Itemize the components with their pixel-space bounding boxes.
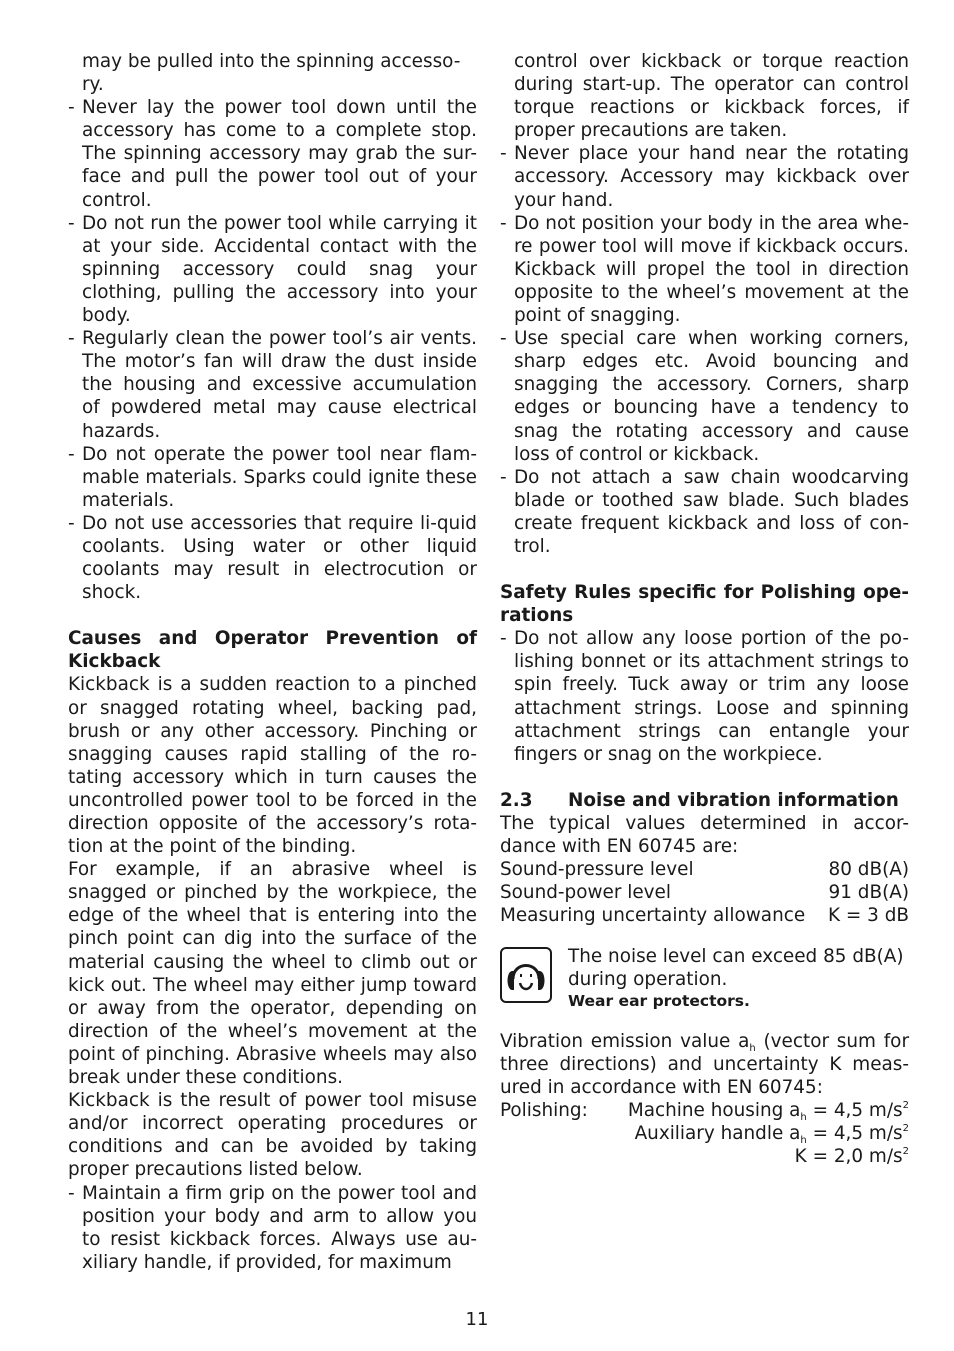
bullet-item: - Do not operate the power tool near flam-mable materials. Sparks could ignite these materials. <box>68 443 477 512</box>
noise-row: Sound-power level 91 dB(A) <box>500 882 909 904</box>
page-number: 11 <box>465 1309 489 1330</box>
polishing-row: Auxiliary handle $a_h = 4,5$ $m/s^2$ <box>634 1122 909 1146</box>
bullet-item: - Maintain a firm grip on the power tool and position your body and arm to allow you to resist kickback forces. Always use au-xiliary handle, if provided, for maximum <box>68 1182 477 1274</box>
continued-text: control over kickback or torque reaction during start-up. The operator can control torque reactions or kickback forces, if proper precautions are taken. <box>514 51 909 142</box>
noise-intro: The typical values determined in accor-dance with EN 60745 are: <box>500 812 909 857</box>
bullet-item: - Regularly clean the power tool’s air vents. The motor’s fan will draw the dust inside the housing and excessive accumulation of powdered metal may cause electrical hazards. <box>68 327 477 442</box>
vibration-intro: Vibration emission value $a_h$ (vector sum for three directions) and uncertainty K meas-ured in accordance with EN 60745: <box>500 1030 909 1098</box>
kickback-paragraph: Kickback is a sudden reaction to a pinched or snagged rotating wheel, backing pad, brush or any other accessory. Pinching or snagging causes rapid stalling of the ro-tating accessory which in turn causes the uncontrolled power tool to be forced in the direction opposite of the accessory’s rota-tion at the point of the binding. <box>68 674 477 858</box>
bullet-item: - Never lay the power tool down until the accessory has come to a complete stop. The spinning accessory may grab the sur-face and pull the power tool out of your control. <box>68 96 477 211</box>
ear-warning: Wear ear protectors. <box>568 991 750 1010</box>
continued-text: may be pulled into the spinning accesso- ry. <box>82 51 461 96</box>
bullet-item: - Do not attach a saw chain woodcarving blade or toothed saw blade. Such blades create frequent kickback and loss of con-trol. <box>500 466 909 558</box>
polishing-row: Polishing: Machine housing $a_h = 4,5$ $m/s^2$ <box>500 1099 909 1123</box>
bullet-item: - Do not allow any loose portion of the po-lishing bonnet or its attachment strings to spin freely. Tuck away or trim any loose attachment strings. Loose and spinning attachment strings can entangle your fingers or snag on the workpiece. <box>500 627 909 766</box>
ear-notice-text: The noise level can exceed 85 dB(A) during operation. <box>568 946 904 991</box>
bullet-item: - Do not position your body in the area whe-re power tool will move if kickback occurs. Kickback will propel the tool in direction opposite to the wheel’s movement at the point of snagging. <box>500 212 909 327</box>
noise-row: Measuring uncertainty allowance K = 3 dB <box>500 905 909 927</box>
bullet-item: - Do not run the power tool while carrying it at your side. Accidental contact with the spinning accessory could snag your clothing, pulling the accessory into your body. <box>68 212 477 327</box>
left-column <box>68 50 477 1274</box>
polishing-heading: Safety Rules specific for Polishing ope-rations <box>500 582 909 627</box>
kickback-heading: Causes and Operator Prevention of Kickback <box>68 628 477 673</box>
kickback-paragraph: Kickback is the result of power tool misuse and/or incorrect operating procedures or conditions and can be avoided by taking proper precautions listed below. <box>68 1090 477 1181</box>
polishing-row: K = 2,0 $m/s^2$ <box>794 1146 909 1168</box>
bullet-item: - Never place your hand near the rotating accessory. Accessory may kickback over your hand. <box>500 142 909 211</box>
ear-protector-icon <box>500 947 552 1003</box>
kickback-paragraph: For example, if an abrasive wheel is snagged or pinched by the workpiece, the edge of the wheel that is entering into the pinch point can dig into the surface of the material causing the wheel to climb out or kick out. The wheel may either jump toward or away from the operator, depending on direction of the wheel’s movement at the point of pinching. Abrasive wheels may also break under these conditions. <box>68 859 477 1089</box>
bullet-item: - Use special care when working corners, sharp edges etc. Avoid bouncing and snagging the accessory. Corners, sharp edges or bouncing have a tendency to snag the rotating accessory and cause loss of control or kickback. <box>500 327 909 466</box>
right-column <box>500 50 909 1168</box>
noise-section-heading <box>500 789 909 812</box>
section-number: 2.3 <box>500 789 533 811</box>
section-title: Noise and vibration information <box>568 789 899 811</box>
polishing-label: Polishing: <box>500 1099 588 1121</box>
ear-protection-notice <box>500 945 909 1009</box>
noise-row: Sound-pressure level 80 dB(A) <box>500 859 909 881</box>
bullet-item: - Do not use accessories that require li-quid coolants. Using water or other liquid coolants may result in electrocution or shock. <box>68 512 477 604</box>
